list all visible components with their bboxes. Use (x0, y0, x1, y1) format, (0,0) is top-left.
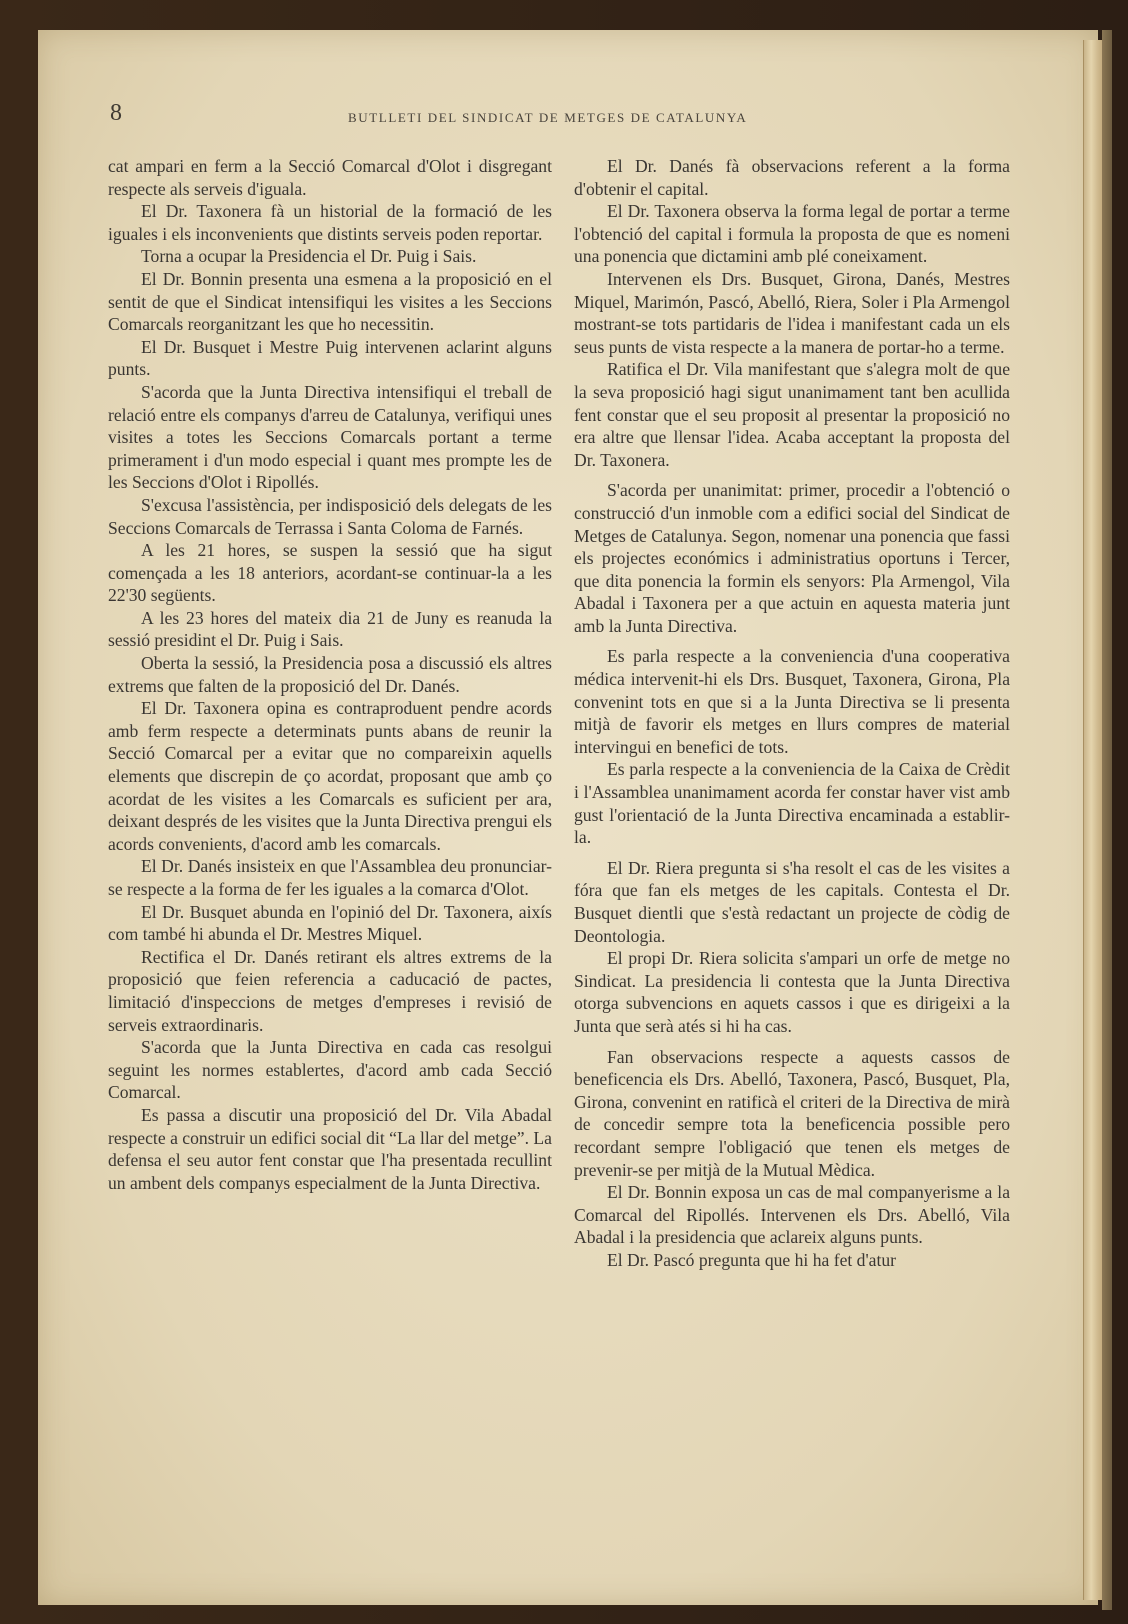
paragraph: Torna a ocupar la Presidencia el Dr. Puig i Sais. (141, 246, 477, 267)
paragraph: Es passa a discutir una proposició del Dr. Vila Abadal respecte a construir un edifici social dit “La llar del metge”. La defensa el seu autor fent constar que l'ha presentada recullint un ambent dels companys especialment de la Junta Directiva. (108, 1104, 552, 1193)
paragraph: El Dr. Taxonera observa la forma legal de portar a terme l'obtenció del capital i formula la proposta de que es nomeni una ponencia que dictamini amb plé coneixament. (574, 201, 1010, 267)
paragraph: Ratifica el Dr. Vila manifestant que s'alegra molt de que la seva proposició hagi sigut unanimament tant ben acullida fent constar que el seu proposit al presentar la proposició no era altre que llensar l'idea. Acaba acceptant la proposta del Dr. Taxonera. (574, 359, 1010, 470)
paragraph: El Dr. Bonnin presenta una esmena a la proposició en el sentit de que el Sindicat intensifiqui les visites a les Seccions Comarcals reorganitzant les que ho necessitin. (108, 268, 552, 335)
paragraph: S'acorda que la Junta Directiva intensifiqui el treball de relació entre els companys d'arreu de Catalunya, verifiqui unes visites a totes les Seccions Comarcals portant a terme primerament i d'un modo especial i quant mes prompte les de les Seccions d'Olot i Ripollés. (108, 381, 552, 493)
page-number: 8 (110, 100, 122, 126)
binding-edge (1102, 30, 1112, 1610)
paragraph: S'excusa l'assistència, per indisposició dels delegats de les Seccions Comarcals de Terrassa i Santa Coloma de Farnés. (108, 494, 552, 538)
paragraph: Intervenen els Drs. Busquet, Girona, Danés, Mestres Miquel, Marimón, Pascó, Abelló, Riera, Soler i Pla Armengol mostrant-se tots partidaris de l'idea i manifestant cada un els seus punts de vista respecte a la manera de portar-ho a terme. (574, 268, 1010, 357)
paragraph: El Dr. Bonnin exposa un cas de mal companyerisme a la Comarcal del Ripollés. Intervenen els Drs. Abelló, Vila Abadal i la presidencia que aclareix alguns punts. (574, 1182, 1010, 1248)
paragraph: cat ampari en ferm a la Secció Comarcal d'Olot i disgregant respecte als serveis d'iguala. (108, 156, 552, 199)
paragraph: El Dr. Danés fà observacions referent a la forma d'obtenir el capital. (574, 156, 1010, 199)
paragraph: El Dr. Danés insisteix en que l'Assamblea deu pronunciar-se respecte a la forma de fer les iguales a la comarca d'Olot. (108, 856, 552, 899)
paragraph: El Dr. Riera pregunta si s'ha resolt el cas de les visites a fóra que fan els metges de les capitals. Contesta el Dr. Busquet dientli que s'està redactant un projecte de còdig de Deontologia. (574, 857, 1010, 946)
left-column (108, 155, 552, 1194)
right-column (574, 155, 1010, 1272)
paragraph: Fan observacions respecte a aquests cassos de beneficencia els Drs. Abelló, Taxonera, Pascó, Busquet, Pla, Girona, convenint en ratificà el criteri de la Directiva de mirà de concedir sempre tota la beneficencia possible pero recordant sempre l'obligació que tenen els metges de prevenir-se per mitjà de la Mutual Mèdica. (574, 1046, 1010, 1180)
paragraph: El Dr. Busquet i Mestre Puig intervenen aclarint alguns punts. (108, 336, 552, 380)
paragraph: Oberta la sessió, la Presidencia posa a discussió els altres extrems que falten de la proposició del Dr. Danés. (108, 653, 552, 696)
paragraph: El Dr. Busquet abunda en l'opinió del Dr. Taxonera, aixís com també hi abunda el Dr. Mestres Miquel. (108, 901, 552, 945)
paragraph: A les 21 hores, se suspen la sessió que ha sigut començada a les 18 anteriors, acordant-se continuar-la a les 22'30 següents. (108, 540, 552, 606)
paragraph: Rectifica el Dr. Danés retirant els altres extrems de la proposició que feien referencia a caducació de pactes, limitació d'inspeccions de metges d'empreses i revisió de serveis extraordinaris. (108, 946, 552, 1035)
paragraph: S'acorda que la Junta Directiva en cada cas resolgui seguint les normes establertes, d'acord amb cada Secció Comarcal. (108, 1037, 552, 1103)
paragraph: El propi Dr. Riera solicita s'ampari un orfe de metge no Sindicat. La presidencia li contesta que la Junta Directiva otorga subvencions en aquets cassos i que es dirigeixi a la Junta que serà atés si hi ha cas. (574, 948, 1010, 1036)
paragraph: Es parla respecte a la conveniencia de la Caixa de Crèdit i l'Assamblea unanimament acorda fer constar haver vist amb gust l'orientació de la Junta Directiva encaminada a establir-la. (574, 759, 1010, 848)
running-title: BUTLLETI DEL SINDICAT DE METGES DE CATALUNYA (348, 110, 748, 125)
paragraph: S'acorda per unanimitat: primer, procedir a l'obtenció o construcció d'un inmoble com a edifici social del Sindicat de Metges de Catalunya. Segon, nomenar una ponencia que fassi els projectes económics i administratius oportuns i Tercer, que dita ponencia la formin els senyors: Pla Armengol, Vila Abadal i Taxonera per a que actuin en aquesta materia junt amb la Junta Directiva. (574, 480, 1010, 636)
paragraph: El Dr. Taxonera fà un historial de la formació de les iguales i els inconvenients que distints serveis poden reportar. (108, 201, 552, 244)
paragraph: A les 23 hores del mateix dia 21 de Juny es reanuda la sessió presidint el Dr. Puig i Sais. (108, 607, 552, 651)
page-header (110, 100, 1070, 132)
paragraph: El Dr. Taxonera opina es contraproduent pendre acords amb ferm respecte a determinats punts abans de reunir la Secció Comarcal per a evitar que no compareixin aquells elements que discrepin de ço acordat, proposant que amb ço acordat de les visites a les Comarcals es suficient per ara, deixant després de les visites que la Junta Directiva prengui els acords convenients, d'acord amb les comarcals. (108, 698, 552, 854)
paragraph: Es parla respecte a la conveniencia d'una cooperativa médica intervenit-hi els Drs. Busquet, Taxonera, Girona, Pla convenint tots en que si a la Junta Directiva se li presenta mitjà de favorir els metges en llurs compres de material intervingui en benefici de tots. (574, 646, 1010, 757)
paragraph: El Dr. Pascó pregunta que hi ha fet d'atur (607, 1249, 896, 1270)
